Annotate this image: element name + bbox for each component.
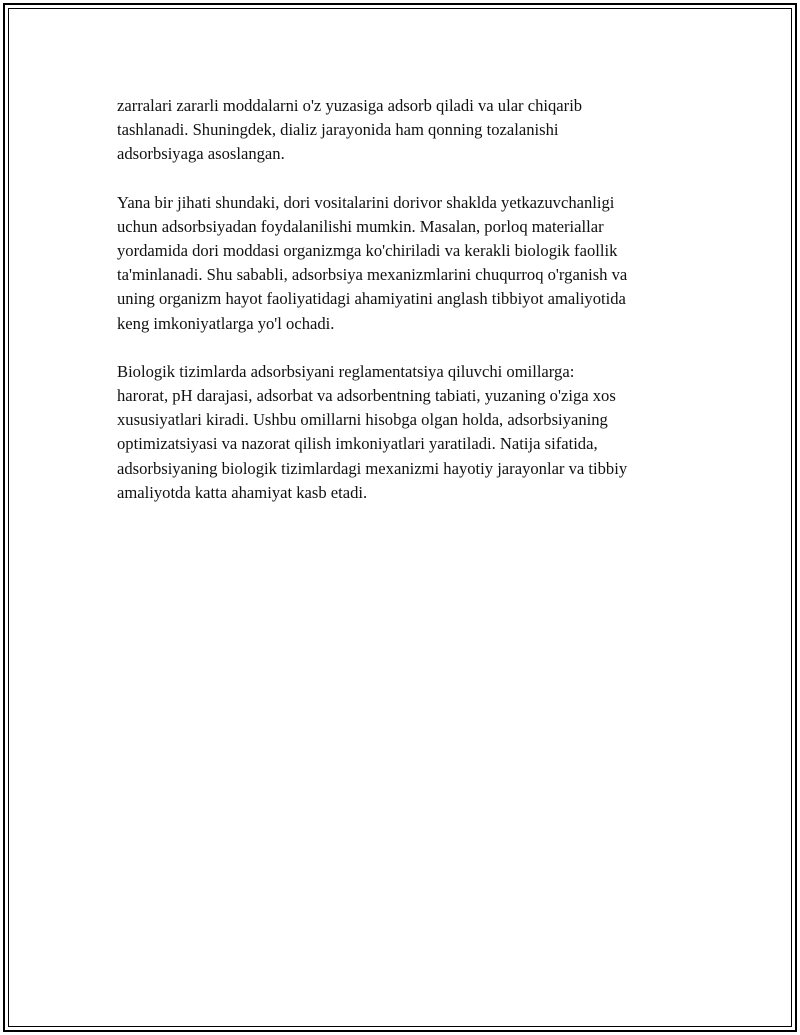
text-line: adsorbsiyaning biologik tizimlardagi mexanizmi hayotiy jarayonlar va tibbiy xyxy=(117,458,628,478)
text-line: uning organizm hayot faoliyatidagi ahamiyatini anglash tibbiyot amaliyotida xyxy=(117,289,626,309)
text-line: uchun adsorbsiyadan foydalanilishi mumkin. Masalan, porloq materiallar xyxy=(117,216,604,236)
text-line: Yana bir jihati shundaki, dori vositalarini dorivor shaklda yetkazuvchanligi xyxy=(117,192,615,212)
paragraph-1 xyxy=(117,94,697,167)
text-line: amaliyotda katta ahamiyat kasb etadi. xyxy=(117,482,368,502)
text-line: yordamida dori moddasi organizmga ko'chiriladi va kerakli biologik faollik xyxy=(117,241,618,261)
text-line: harorat, pH darajasi, adsorbat va adsorbentning tabiati, yuzaning o'ziga xos xyxy=(117,386,616,406)
text-line: ta'minlanadi. Shu sababli, adsorbsiya mexanizmlarini chuqurroq o'rganish va xyxy=(117,265,628,285)
text-line: zarralari zararli moddalarni o'z yuzasiga adsorb qiladi va ular chiqarib xyxy=(117,96,583,115)
text-line: xususiyatlari kiradi. Ushbu omillarni hisobga olgan holda, adsorbsiyaning xyxy=(117,410,608,430)
text-line: adsorbsiyaga asoslangan. xyxy=(117,144,285,164)
paragraph-2 xyxy=(117,191,697,336)
paragraph-3 xyxy=(117,360,697,505)
text-line: Biologik tizimlarda adsorbsiyani reglamentatsiya qiluvchi omillarga: xyxy=(117,361,575,381)
text-line: tashlanadi. Shuningdek, dializ jarayonida ham qonning tozalanishi xyxy=(117,120,559,140)
text-line: optimizatsiyasi va nazorat qilish imkoniyatlari yaratiladi. Natija sifatida, xyxy=(117,434,598,454)
text-line: keng imkoniyatlarga yo'l ochadi. xyxy=(117,313,335,333)
document-body xyxy=(117,94,697,529)
